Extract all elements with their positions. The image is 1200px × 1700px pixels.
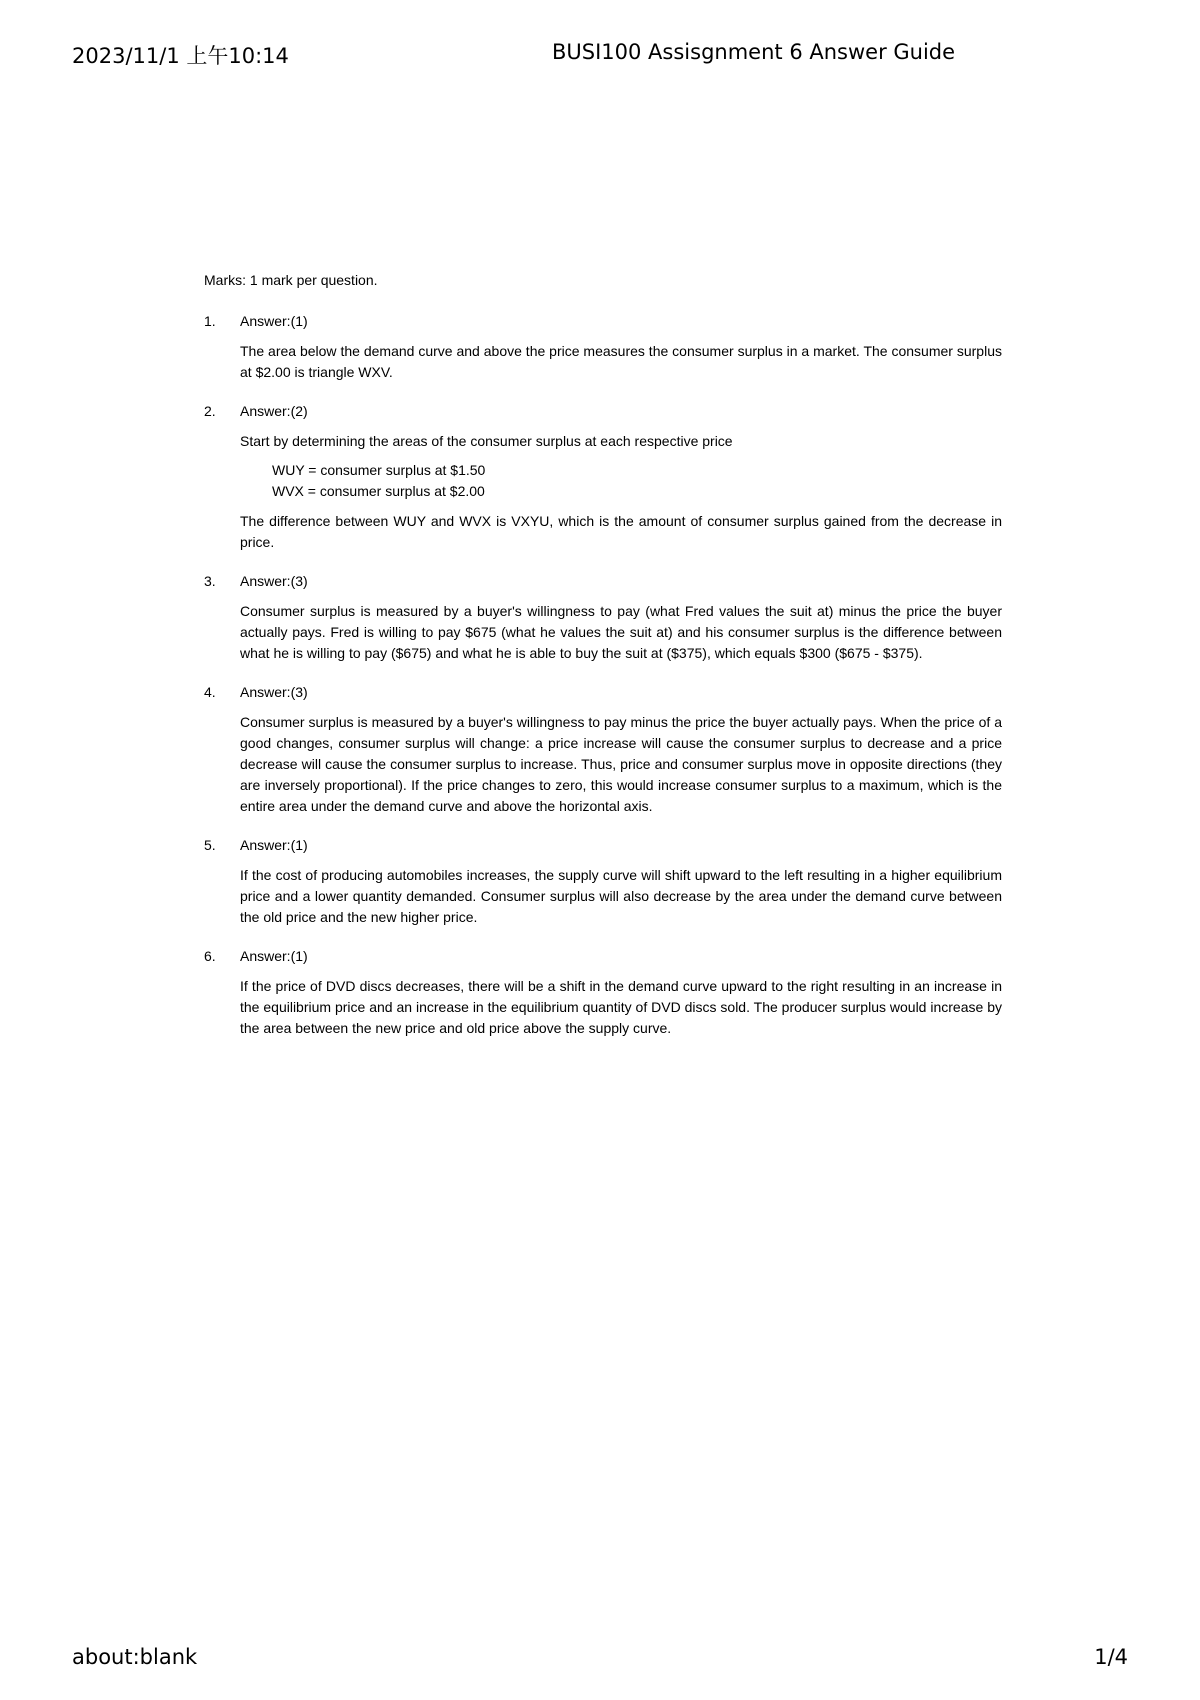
- marks-note: Marks: 1 mark per question.: [204, 272, 378, 288]
- question-header: [204, 946, 1002, 967]
- page-number: 1/4: [1094, 1645, 1128, 1669]
- question-header: [204, 682, 1002, 703]
- question-header: [204, 835, 1002, 856]
- question-1: [204, 311, 1002, 383]
- print-footer: [72, 1645, 1128, 1677]
- explanation-paragraph: If the cost of producing automobiles increases, the supply curve will shift upward to the left resulting in a higher equilibrium price and a lower quantity demanded. Consumer surplus will also decrease by the area under the demand curve between the old price and the new higher price.: [240, 867, 1002, 925]
- formula-line: WVX = consumer surplus at $2.00: [272, 483, 485, 499]
- explanation-paragraph: Consumer surplus is measured by a buyer's willingness to pay (what Fred values the suit at) minus the price the buyer actually pays. Fred is willing to pay $675 (what he values the suit at) and his consumer surplus is the difference between what he is willing to pay ($675) and what he is able to buy the suit at ($375), which equals $300 ($675 - $375).: [240, 603, 1002, 661]
- answer-guide-content: [204, 270, 1002, 1057]
- answer-label: Answer:(2): [240, 403, 308, 419]
- question-number: 4.: [204, 684, 216, 700]
- question-2: [204, 401, 1002, 553]
- answer-label: Answer:(1): [240, 313, 308, 329]
- question-number: 2.: [204, 403, 216, 419]
- formula-list: [240, 460, 1002, 502]
- question-5: [204, 835, 1002, 928]
- question-3: [204, 571, 1002, 664]
- explanation-paragraph: Consumer surplus is measured by a buyer's willingness to pay minus the price the buyer actually pays. When the price of a good changes, consumer surplus will change: a price increase will cause the consumer surplus to decrease and a price decrease will cause the consumer surplus to increase. Thus, price and consumer surplus move in opposite directions (they are inversely proportional). If the price changes to zero, this would increase consumer surplus to a maximum, which is the entire area under the demand curve and above the horizontal axis.: [240, 714, 1002, 814]
- question-4: [204, 682, 1002, 817]
- print-datetime: 2023/11/1 上午10:14: [72, 44, 289, 68]
- explanation-conclusion: The difference between WUY and WVX is VXYU, which is the amount of consumer surplus gained from the decrease in price.: [240, 513, 1002, 550]
- formula-line: WUY = consumer surplus at $1.50: [272, 462, 486, 478]
- question-6: [204, 946, 1002, 1039]
- question-header: [204, 571, 1002, 592]
- explanation-paragraph: The area below the demand curve and above the price measures the consumer surplus in a market. The consumer surplus at $2.00 is triangle WXV.: [240, 343, 1002, 380]
- question-number: 5.: [204, 837, 216, 853]
- question-number: 6.: [204, 948, 216, 964]
- explanation-paragraph: If the price of DVD discs decreases, there will be a shift in the demand curve upward to the right resulting in an increase in the equilibrium price and an increase in the equilibrium quantity of DVD discs sold. The producer surplus would increase by the area between the new price and old price above the supply curve.: [240, 978, 1002, 1036]
- question-header: [204, 401, 1002, 422]
- answer-label: Answer:(3): [240, 684, 308, 700]
- answer-label: Answer:(3): [240, 573, 308, 589]
- question-explanation: [240, 601, 1002, 664]
- explanation-intro: Start by determining the areas of the consumer surplus at each respective price: [240, 433, 733, 449]
- question-number: 3.: [204, 573, 216, 589]
- question-header: [204, 311, 1002, 332]
- document-title: BUSI100 Assisgnment 6 Answer Guide: [552, 40, 956, 64]
- answer-label: Answer:(1): [240, 837, 308, 853]
- question-explanation: [240, 712, 1002, 817]
- question-number: 1.: [204, 313, 216, 329]
- answer-label: Answer:(1): [240, 948, 308, 964]
- page-url: about:blank: [72, 1645, 198, 1669]
- question-explanation: [240, 976, 1002, 1039]
- question-explanation: [240, 341, 1002, 383]
- question-explanation: [240, 431, 1002, 553]
- question-explanation: [240, 865, 1002, 928]
- print-header: [72, 40, 1128, 72]
